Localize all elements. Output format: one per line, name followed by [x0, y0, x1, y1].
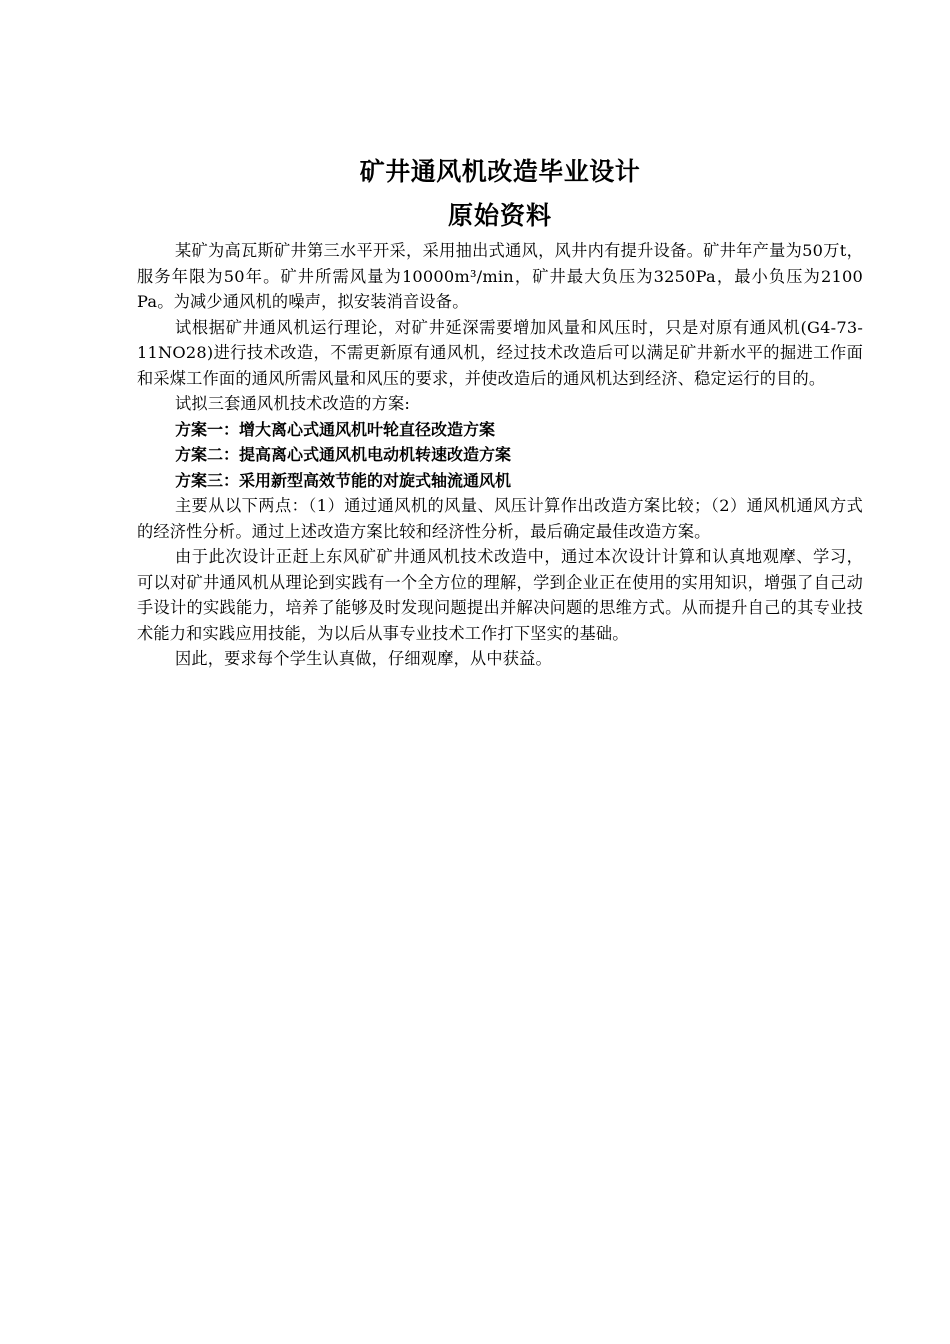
plan-one: 方案一：增大离心式通风机叶轮直径改造方案 — [175, 419, 496, 439]
section-title: 原始资料 — [447, 201, 552, 230]
plan-two: 方案二：提高离心式通风机电动机转速改造方案 — [175, 445, 512, 464]
paragraph-mine-conditions: 某矿为高瓦斯矿井第三水平开采，采用抽出式通风，风井内有提升设备。矿井年产量为50万t，服务年限为50年。矿井所需风量为10000m³/min，矿井最大负压为3250Pa，最小负压为2100 Pa。为减少通风机的噪声，拟安装消音设备。 — [137, 241, 863, 311]
paragraph-significance: 由于此次设计正赶上东风矿矿井通风机技术改造中，通过本次设计计算和认真地观摩、学习，可以对矿井通风机从理论到实践有一个全方位的理解，学到企业正在使用的实用知识，增强了自己动手设计的实践能力，培养了能够及时发现问题提出并解决问题的思维方式。从而提升自己的其专业技术能力和实践应用技能，为以后从事专业技术工作打下坚实的基础。 — [137, 547, 863, 643]
paragraph-main-points: 主要从以下两点：（1）通过通风机的风量、风压计算作出改造方案比较；（2）通风机通风方式的经济性分析。通过上述改造方案比较和经济性分析，最后确定最佳改造方案。 — [137, 496, 863, 541]
paragraph-plans-intro: 试拟三套通风机技术改造的方案: — [175, 394, 411, 413]
document-title: 矿井通风机改造毕业设计 — [359, 157, 641, 186]
paragraph-requirement: 因此，要求每个学生认真做，仔细观摩，从中获益。 — [175, 649, 552, 668]
document-body — [137, 150, 863, 672]
paragraph-task-description: 试根据矿井通风机运行理论，对矿井延深需要增加风量和风压时，只是对原有通风机(G4-73-11NO28)进行技术改造，不需更新原有通风机，经过技术改造后可以满足矿井新水平的掘进工作面和采煤工作面的通风所需风量和风压的要求，并使改造后的通风机达到经济、稳定运行的目的。 — [137, 317, 863, 388]
plan-three: 方案三：采用新型高效节能的对旋式轴流通风机 — [175, 470, 512, 490]
